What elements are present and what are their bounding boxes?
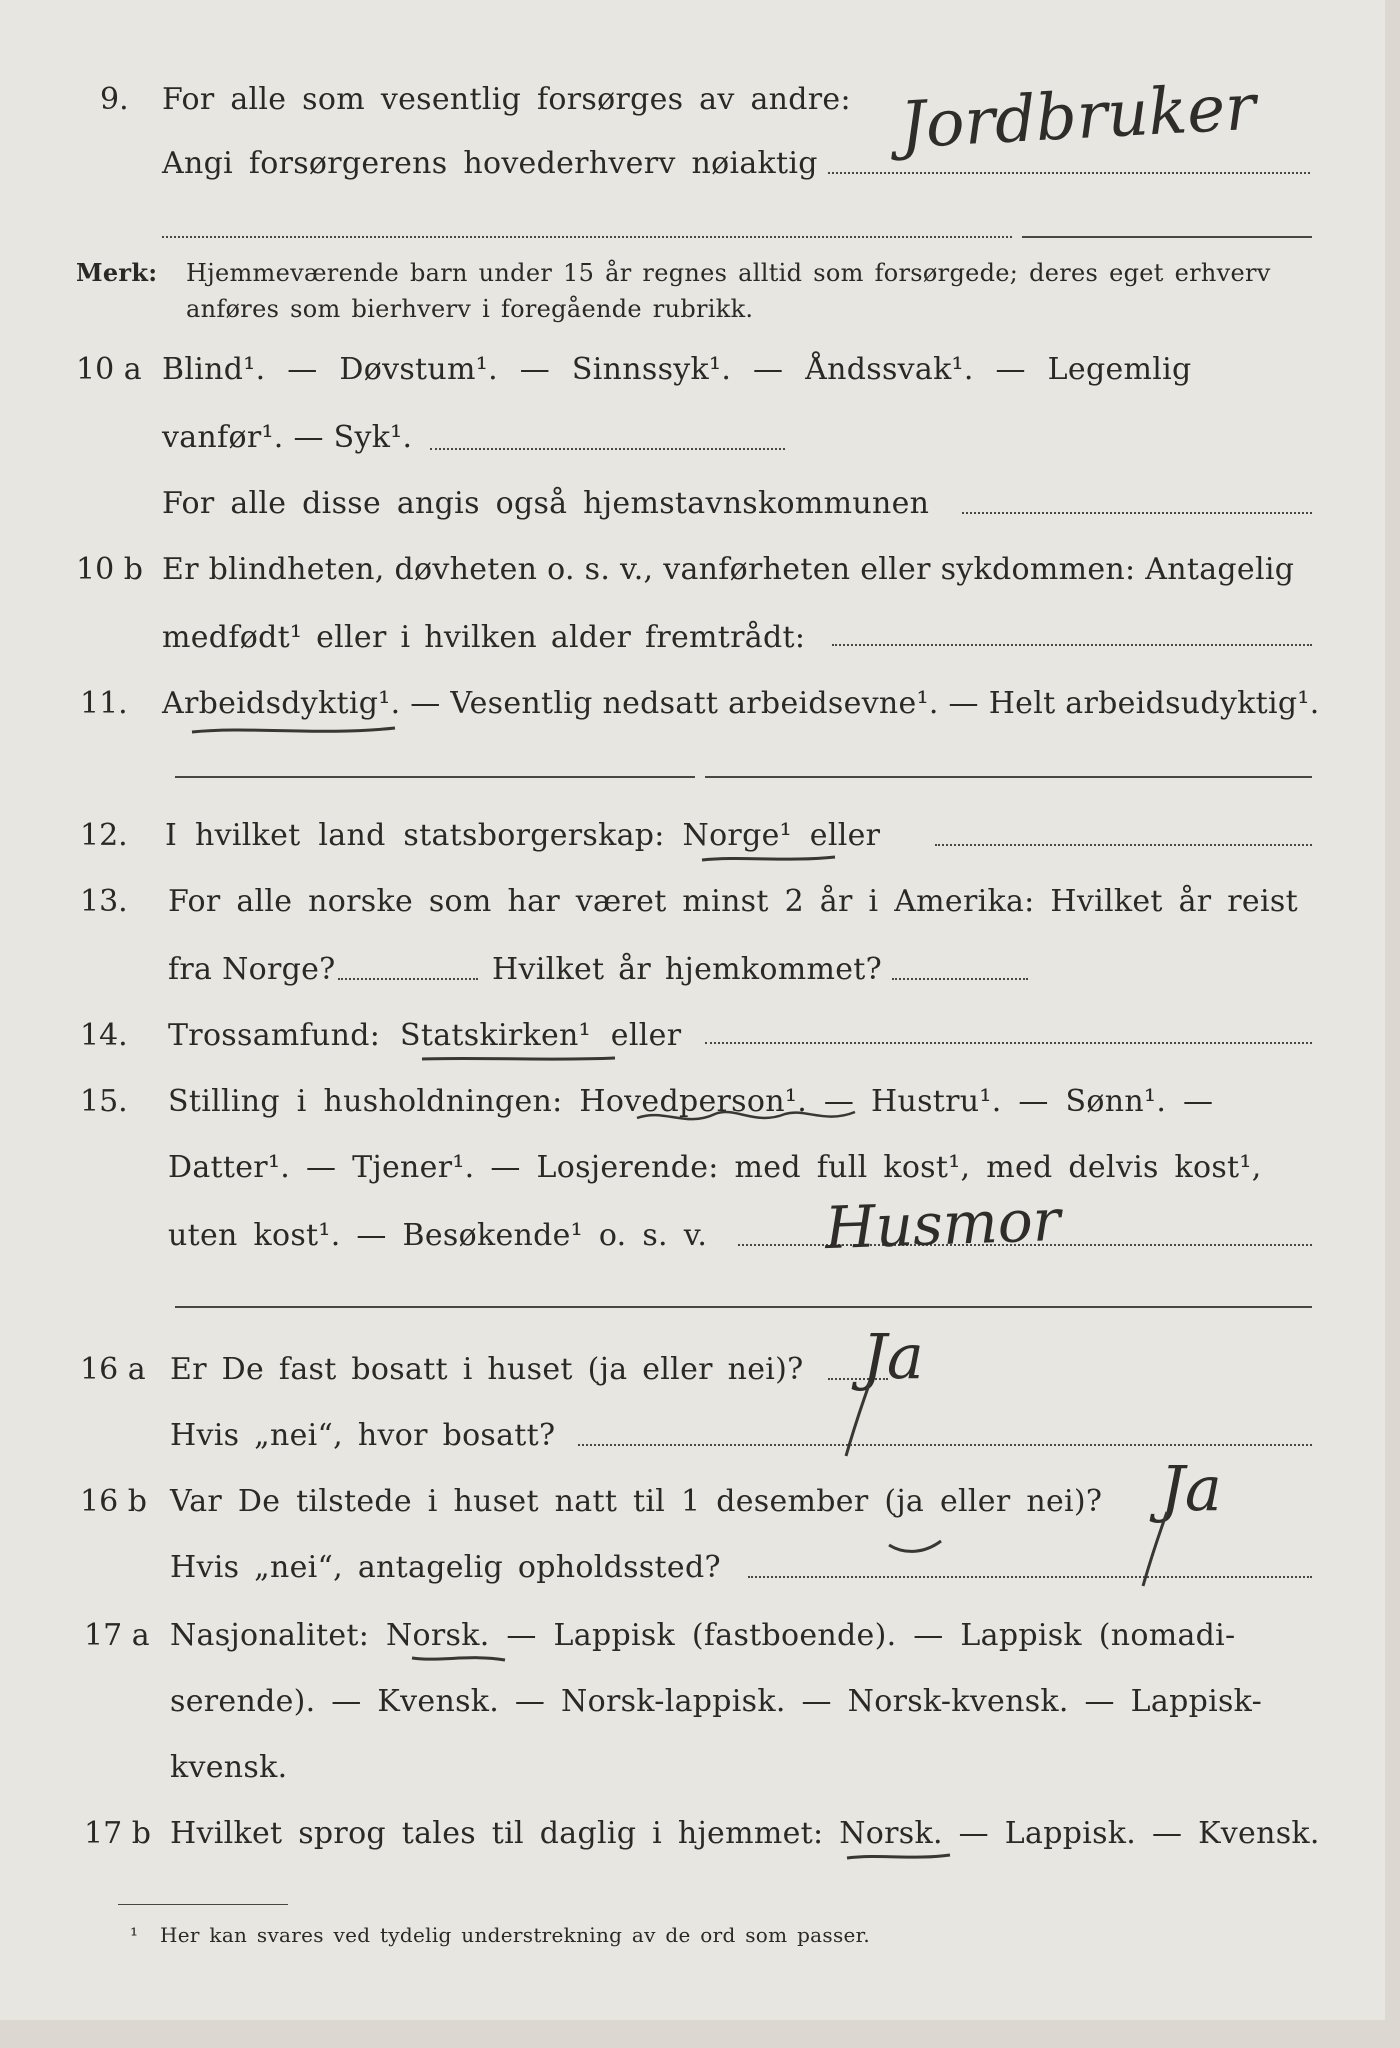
question-text: Var De tilstede i huset natt til 1 desember (ja eller nei)? xyxy=(170,1484,1103,1519)
question-number: 11. xyxy=(80,686,128,721)
question-text: Hvilket år hjemkommet? xyxy=(492,952,883,987)
question-number: 17 b xyxy=(84,1816,151,1851)
question-number: 17 a xyxy=(84,1618,150,1653)
question-text: Stilling i husholdningen: Hovedperson¹. — Hustru¹. — Sønn¹. — xyxy=(168,1084,1214,1119)
underline-mark xyxy=(410,1652,510,1666)
divider xyxy=(175,1306,1312,1308)
question-text: serende). — Kvensk. — Norsk-lappisk. — Norsk-kvensk. — Lappisk- xyxy=(170,1684,1263,1719)
footnote-marker: ¹ xyxy=(130,1923,139,1947)
question-text: For alle disse angis også hjemstavnskommunen xyxy=(162,486,930,521)
answer-line xyxy=(892,978,1028,980)
handwritten-answer: Husmor xyxy=(823,1185,1062,1263)
question-number: 10 a xyxy=(76,352,142,387)
footnote-text: Her kan svares ved tydelig understrekning av de ord som passer. xyxy=(160,1923,870,1947)
question-text: Hvis „nei“, antagelig opholdssted? xyxy=(170,1550,721,1585)
question-text: For alle norske som har været minst 2 år i Amerika: Hvilket år reist xyxy=(168,884,1298,919)
ditto-mark xyxy=(1135,1510,1175,1590)
question-text: Angi forsørgerens hovederhverv nøiaktig xyxy=(162,146,818,181)
question-text: Trossamfund: Statskirken¹ eller xyxy=(168,1018,682,1053)
handwritten-answer: Jordbruker xyxy=(898,70,1258,164)
question-text: Hvilket sprog tales til daglig i hjemmet: Norsk. — Lappisk. — Kvensk. xyxy=(170,1816,1320,1851)
question-text: Nasjonalitet: Norsk. — Lappisk (fastboende). — Lappisk (nomadi- xyxy=(170,1618,1236,1653)
underline-mark xyxy=(190,722,400,738)
answer-line xyxy=(338,978,478,980)
answer-line xyxy=(578,1444,1312,1446)
question-text: Hvis „nei“, hvor bosatt? xyxy=(170,1418,556,1453)
question-number: 14. xyxy=(80,1018,128,1053)
answer-line xyxy=(430,448,785,450)
answer-line xyxy=(962,512,1312,514)
question-text: For alle som vesentlig forsørges av andre: xyxy=(162,82,851,117)
question-text: uten kost¹. — Besøkende¹ o. s. v. xyxy=(168,1218,708,1253)
underline-mark xyxy=(845,1850,955,1864)
question-number: 15. xyxy=(80,1084,128,1119)
question-text: Er De fast bosatt i huset (ja eller nei)? xyxy=(170,1352,804,1387)
question-number: 12. xyxy=(80,818,128,853)
underline-mark xyxy=(635,1104,865,1134)
divider xyxy=(1022,236,1312,238)
question-number: 13. xyxy=(80,884,128,919)
question-text: Blind¹. — Døvstum¹. — Sinnssyk¹. — Åndssvak¹. — Legemlig xyxy=(162,352,1192,387)
divider xyxy=(705,776,1312,778)
answer-line xyxy=(748,1576,1312,1578)
footnote-divider xyxy=(118,1904,288,1905)
question-number: 16 b xyxy=(80,1484,147,1519)
ditto-mark xyxy=(840,1380,880,1460)
note-text: anføres som bierhverv i foregående rubrikk. xyxy=(186,295,754,323)
handwritten-answer: Ja xyxy=(862,1320,924,1393)
question-number: 9. xyxy=(100,82,129,117)
divider xyxy=(175,776,695,778)
question-text: kvensk. xyxy=(170,1750,288,1785)
answer-line xyxy=(832,644,1312,646)
question-number: 10 b xyxy=(76,552,143,587)
question-text: Er blindheten, døvheten o. s. v., vanførheten eller sykdommen: Antagelig xyxy=(162,552,1295,587)
question-text: Arbeidsdyktig¹. — Vesentlig nedsatt arbeidsevne¹. — Helt arbeidsudyktig¹. xyxy=(162,686,1320,721)
note-label: Merk: xyxy=(76,258,158,287)
underline-mark xyxy=(700,852,840,866)
answer-line xyxy=(162,236,1012,238)
question-text: Datter¹. — Tjener¹. — Losjerende: med full kost¹, med delvis kost¹, xyxy=(168,1150,1262,1185)
note-text: Hjemmeværende barn under 15 år regnes alltid som forsørgede; deres eget erhverv xyxy=(186,259,1271,287)
question-text: vanfør¹. — Syk¹. xyxy=(162,420,413,455)
question-number: 16 a xyxy=(80,1352,146,1387)
handwritten-answer: Ja xyxy=(1160,1452,1222,1525)
answer-line xyxy=(935,844,1312,846)
underline-mark xyxy=(420,1052,620,1066)
answer-line xyxy=(828,172,1310,174)
tick-mark xyxy=(885,1535,945,1559)
question-text: fra Norge? xyxy=(168,952,336,987)
question-text: I hvilket land statsborgerskap: Norge¹ eller xyxy=(165,818,881,853)
answer-line xyxy=(705,1042,1312,1044)
question-text: medfødt¹ eller i hvilken alder fremtrådt: xyxy=(162,620,806,655)
